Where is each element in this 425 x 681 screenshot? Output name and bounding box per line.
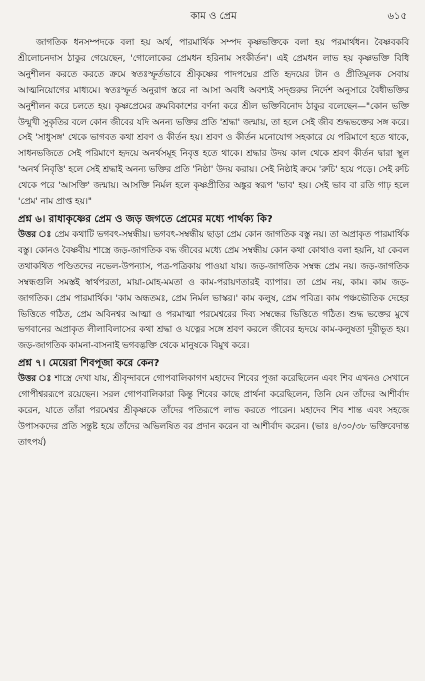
paragraph-intro: জাগতিক ধনসম্পদকে বলা হয় অর্থ, পারমার্থিক সম্পদ কৃষ্ণভক্তিকে বলা হয় পরমার্থধন। বৈষ্ণবকবি শ্রীলোচনদাস ঠাকুর গেয়েছেন, 'গোলোকের প্রেমধন হরিনাম সংকীর্তন'। এই প্রেমধন লাভ হয় কৃষ্ণভক্তি বিধি অনুশীলন করতে করতে ক্রমে স্বতঃস্ফূর্তভাবে শ্রীকৃষ্ণের পাদপদ্মের প্রতি হৃদয়ের টান ও প্রীতিমূলক সেবায় আত্মনিয়োগের মাধ্যমে। স্বতঃস্ফূর্ত অনুরাগ স্তরে না আসা অবধি অবশ্যই সদ্‌গুরুর নির্দেশ অনুসারে বৈধীভক্তির অনুশীলন করে চলতে হয়। কৃষ্ণপ্রেমের ক্রমবিকাশের বর্ণনা করে শ্রীল ভক্তিবিনোদ ঠাকুর বলেছেন—"কোন ভক্তি উন্মুখী সুকৃতির বলে কোন জীবের যদি অনন্য ভক্তির প্রতি 'শ্রদ্ধা' জন্মায়, তা হলে সেই জীব শুদ্ধভক্তের সঙ্গ করে। সেই 'সাধুসঙ্গ' থেকে ভাগবত কথা শ্রবণ ও কীর্তন হয়। শ্রবণ ও কীর্তন মনোযোগ সহকারে যে পরিমাণে হতে থাকে, সাধনভজিতে সেই পরিমাণে হৃদয়ে অনর্থসমূহ নিবৃত্ত হতে থাকে। শ্রদ্ধার উদয় কাল থেকে শ্রবণ কীর্তন দ্বারা স্থূল 'অনর্থ নিবৃত্তি' হলে সেই শ্রদ্ধাই অনন্য ভক্তির প্রতি 'নিষ্ঠা' উদয় করায়। সেই নিষ্ঠাই ক্রমে 'রুচি' হয়ে পড়ে। সেই রুচি থেকে পরে 'আসক্তি' জন্মায়। আসক্তি নির্মল হলে কৃষ্ণপ্রীতির অঙ্কুর স্বরূপ 'ভাব' হয়। সেই ভাব বা রতি গাঢ় হলে 'প্রেম' নাম প্রাপ্ত হয়।" — [18, 38, 409, 208]
answer-label: উত্তর ঃ — [18, 229, 52, 240]
question-7: প্রশ্ন ৭। মেয়েরা শিবপূজা করে কেন? — [18, 358, 160, 370]
answer-7-text: শাস্ত্রে দেখা যায়, শ্রীবৃন্দাবনে গোপবালিকাগণ মহাদেব শিবের পূজা করেছিলেন এবং শিব এখনও সেখানে গোপীশ্বররূপে রয়েছেন। সরল গোপবালিকারা কিন্তু শিবের কাছে প্রার্থনা করেছিলেন, তিনি যেন তাঁদের আশীর্বাদ করেন, যাতে তাঁরা পরমেশ্বর শ্রীকৃষ্ণকে তাঁদের পতিরূপে লাভ করতে পারেন। মহাদেব শিব শান্ত এবং সহজে উপাসকদের প্রতি সন্তুষ্ট হয়ে তাঁদের অভিলষিত বর প্রদান করেন বা আশীর্বাদ করেন। (ভাঃ ৪/৩০/৩৮ ভক্তিবেদান্ত তাৎপর্য) — [18, 374, 409, 448]
answer-label: উত্তর ঃ — [18, 374, 52, 385]
page-number: ৬১৫ — [387, 11, 407, 22]
page-body — [18, 36, 409, 452]
answer-6 — [18, 228, 409, 355]
question-6: প্রশ্ন ৬। রাধাকৃষ্ণের প্রেম ও জড় জগতে প্রেমের মধ্যে পার্থক্য কি? — [18, 213, 273, 225]
chapter-title: কাম ও প্রেম — [190, 11, 237, 22]
answer-7 — [18, 372, 409, 452]
running-header — [18, 8, 409, 26]
answer-6-text: প্রেম কথাটি ভগবৎ-সম্বন্ধীয়। ভগবৎ-সম্বন্ধীয় ছাড়া প্রেম কোন জাগতিক বস্তু নয়। তা অপ্রাকৃত পারমার্থিক বস্তু। কোনও বৈষ্ণবীয় শাস্ত্রে জড়-জাগতিক বদ্ধ জীবের মধ্যে প্রেম সম্বন্ধীয় কোন কথা কোথাও বলা হয়নি, যা কেবল তথাকথিত পণ্ডিতদের নভেল-উপন্যাস, পত্র-পত্রিকায় পাওয়া যায়। জড়-জাগতিক সম্বন্ধ প্রেম নয়। জড়-জাগতিক সম্বন্ধগুলি সমস্তই স্বার্থপরতা, মায়া-মোহ-মমতা ও কাম-পরায়ণতারই ব্যাপার। তা প্রেম নয়, কাম। কাম জড়-জাগতিক। প্রেম পারমার্থিক। 'কাম অন্ধতমঃ, প্রেম নির্মল ভাস্কর।' কাম কলুষ, প্রেম পবিত্র। কাম পঞ্চভৌতিক দেহের ভিত্তিতে গঠিত, প্রেম অবিনশ্বর আত্মা ও পরমাত্মা পরমেশ্বরের দিব্য সম্বন্ধের ভিত্তিতে গঠিত। শুদ্ধ ভক্তের মুখে ভগবানের অপ্রাকৃত লীলাবিলাসের কথা শ্রদ্ধা ও যত্নের সঙ্গে শ্রবণ করলে জীবের হৃদয়ে কাম-কলুষতা দূরীভূত হয়। জড়-জাগতিক কামনা-বাসনাই ভগবদ্ভক্তি থেকে মানুষকে বিমুখ করে। — [18, 229, 409, 352]
